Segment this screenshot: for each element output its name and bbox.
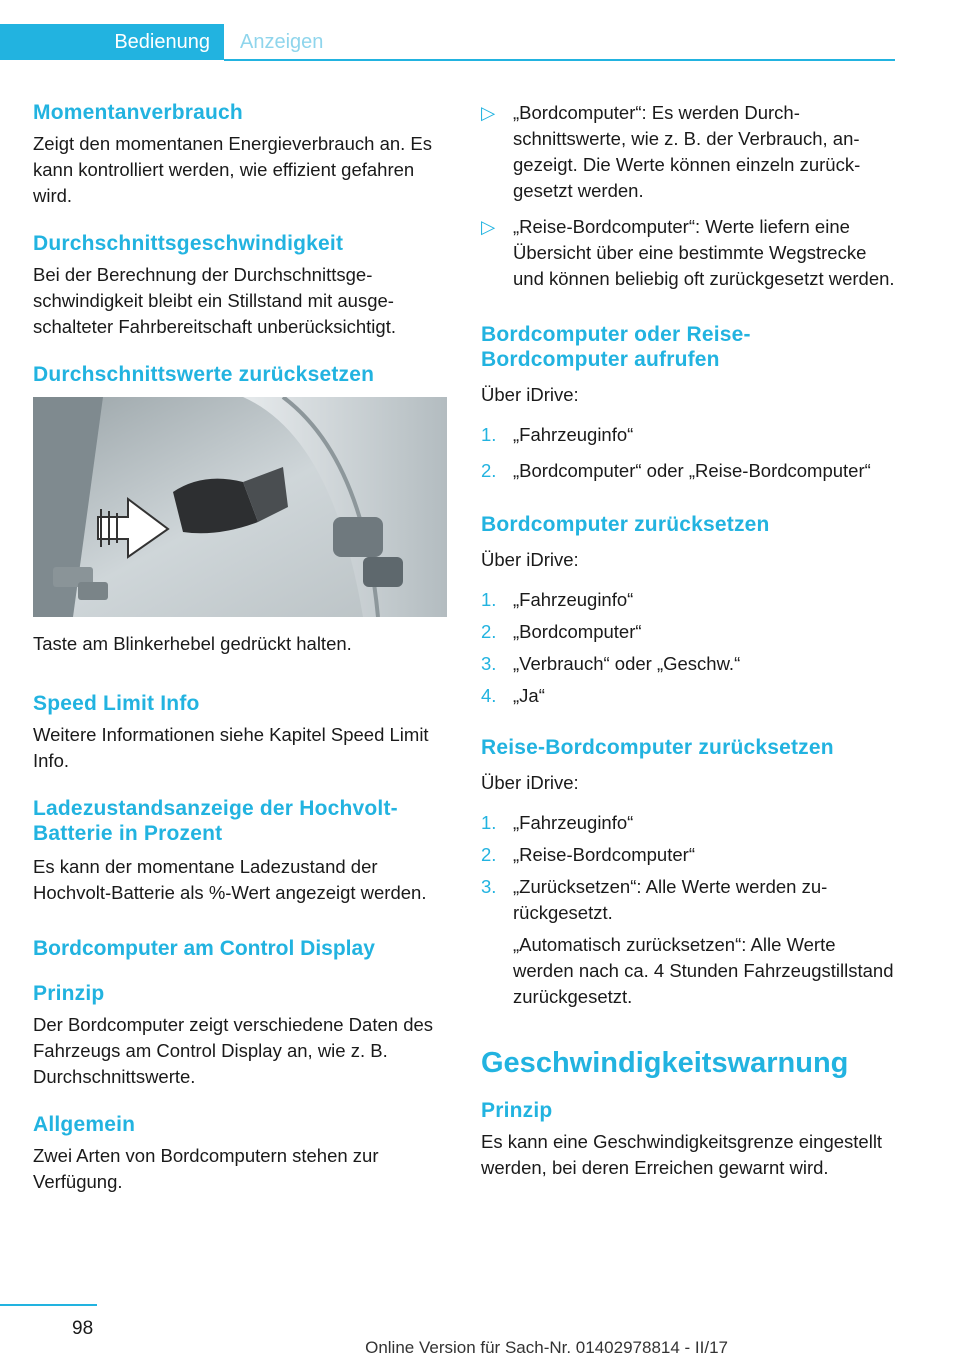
online-version-note: Online Version für Sach-Nr. 01402978814 - II/17 xyxy=(365,1338,728,1357)
triangle-bullet-icon: ▷ xyxy=(481,216,496,237)
heading-ladezustandsanzeige: Ladezustandsanzeige der Hochvolt-Batterie in Prozent xyxy=(33,797,398,845)
heading-momentanverbrauch: Momentanverbrauch xyxy=(33,101,243,124)
steps-bordcomputer-aufrufen xyxy=(481,422,896,484)
text-speed-limit-info: Weitere Informationen siehe Kapitel Speed Limit Info. xyxy=(33,724,429,771)
heading-prinzip-geschwindigkeitswarnung: Prinzip xyxy=(481,1099,553,1122)
footer-divider xyxy=(0,1304,97,1306)
heading-geschwindigkeitswarnung: Geschwindigkeitswarnung xyxy=(481,1047,849,1079)
text-momentanverbrauch: Zeigt den momentanen Energieverbrauch an. Es kann kontrolliert werden, wie effizient gefahren wird. xyxy=(33,133,433,206)
heading-prinzip-bordcomputer: Prinzip xyxy=(33,982,105,1005)
heading-speed-limit-info: Speed Limit Info xyxy=(33,692,200,715)
steps-reise-bordcomputer-zuruecksetzen xyxy=(481,810,896,926)
tab-bedienung[interactable]: Bedienung xyxy=(0,24,224,60)
page-number: 98 xyxy=(72,1318,94,1339)
text-ladezustandsanzeige: Es kann der momentane Ladezustand der Hochvolt-Batterie als %-Wert angezeigt werden. xyxy=(33,856,427,903)
chapter-tabs xyxy=(0,24,895,62)
list-item: 3. „Zurücksetzen“: Alle Werte werden zurückgesetzt. xyxy=(481,876,828,923)
intro-reise-bordcomputer-zuruecksetzen: Über iDrive: xyxy=(481,772,579,793)
text-allgemein: Zwei Arten von Bordcomputern stehen zur Verfügung. xyxy=(33,1145,379,1192)
heading-bordcomputer-aufrufen: Bordcomputer oder Reise-Bordcomputer aufrufen xyxy=(481,323,751,371)
turn-signal-lever-illustration xyxy=(33,397,447,617)
list-item: 2. „Bordcomputer“ oder „Reise-Bordcomputer“ xyxy=(481,460,871,481)
heading-reise-bordcomputer-zuruecksetzen: Reise-Bordcomputer zurücksetzen xyxy=(481,736,834,759)
list-item: ▷ „Bordcomputer“: Es werden Durchschnittswerte, wie z. B. der Verbrauch, angezeigt. Die Werte können einzeln zurückgesetzt werden. xyxy=(481,102,861,201)
list-item: ▷ „Reise-Bordcomputer“: Werte liefern eine Übersicht über eine bestimmte Wegstrecke und können beliebig oft zurückgesetzt werden. xyxy=(481,216,895,289)
text-durchschnittsgeschwindigkeit: Bei der Berechnung der Durchschnittsgeschwindigkeit bleibt ein Stillstand mit ausgeschalteter Fahrbereitschaft unberücksichtigt. xyxy=(33,264,396,337)
bordcomputer-types-list xyxy=(481,100,896,292)
steps-bordcomputer-zuruecksetzen xyxy=(481,587,896,709)
heading-bordcomputer-zuruecksetzen: Bordcomputer zurücksetzen xyxy=(481,513,770,536)
list-item: 2. „Reise-Bordcomputer“ xyxy=(481,844,695,865)
list-item: 4. „Ja“ xyxy=(481,685,545,706)
text-prinzip-bordcomputer: Der Bordcomputer zeigt verschiedene Daten des Fahrzeugs am Control Display an, wie z. B. Durchschnittswerte. xyxy=(33,1014,434,1087)
heading-durchschnittsgeschwindigkeit: Durchschnittsgeschwindigkeit xyxy=(33,232,344,255)
right-column xyxy=(481,100,896,1203)
note-automatisch-zuruecksetzen: „Automatisch zurücksetzen“: Alle Werte werden nach ca. 4 Stunden Fahrzeugstillstand zurückgesetzt. xyxy=(513,934,894,1007)
caption-durchschnittswerte: Taste am Blinkerhebel gedrückt halten. xyxy=(33,633,352,654)
list-item: 2. „Bordcomputer“ xyxy=(481,621,642,642)
list-item: 1. „Fahrzeuginfo“ xyxy=(481,424,634,445)
heading-bordcomputer-control-display: Bordcomputer am Control Display xyxy=(33,937,375,960)
intro-bordcomputer-aufrufen: Über iDrive: xyxy=(481,384,579,405)
left-column xyxy=(33,100,451,1217)
heading-allgemein: Allgemein xyxy=(33,1113,136,1136)
intro-bordcomputer-zuruecksetzen: Über iDrive: xyxy=(481,549,579,570)
list-item: 3. „Verbrauch“ oder „Geschw.“ xyxy=(481,653,741,674)
heading-durchschnittswerte-zuruecksetzen: Durchschnittswerte zurücksetzen xyxy=(33,363,375,386)
list-item: 1. „Fahrzeuginfo“ xyxy=(481,812,634,833)
triangle-bullet-icon: ▷ xyxy=(481,102,496,123)
tab-anzeigen[interactable]: Anzeigen xyxy=(240,31,324,53)
tab-underline xyxy=(224,59,895,61)
steering-column-photo xyxy=(33,397,447,617)
list-item: 1. „Fahrzeuginfo“ xyxy=(481,589,634,610)
text-prinzip-geschwindigkeitswarnung: Es kann eine Geschwindigkeitsgrenze eingestellt werden, bei deren Erreichen gewarnt wird. xyxy=(481,1131,883,1178)
